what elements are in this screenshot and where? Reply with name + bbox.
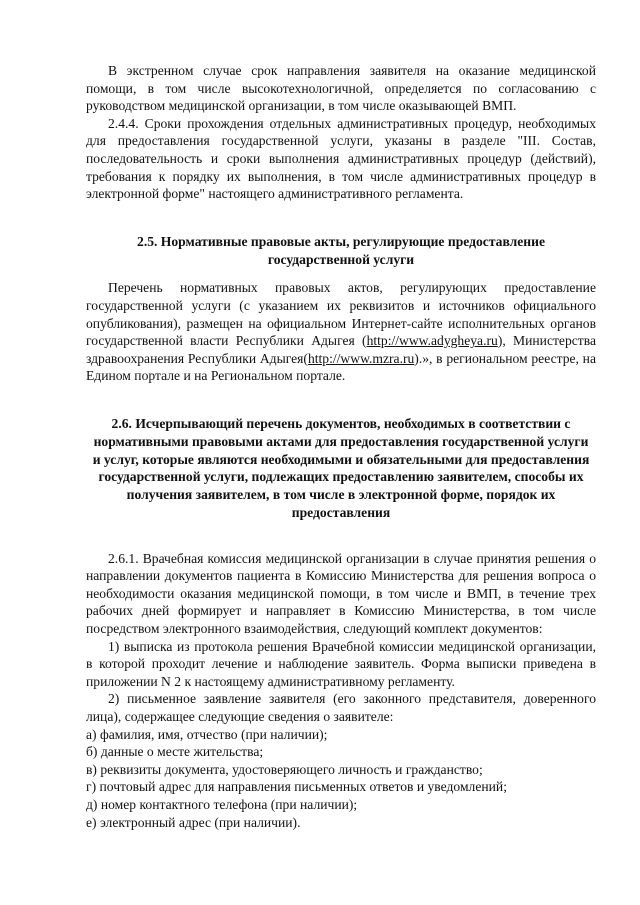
list-item-2: 2) письменное заявление заявителя (его законного представителя, доверенного лица), содержащее следующие сведения о заявителе: [86, 691, 596, 725]
section-heading-2-6: 2.6. Исчерпывающий перечень документов, необходимых в соответствии с нормативными правовыми актами для предоставления государственной услуги и услуг, которые являются необходимыми и обязательными для предоставления государственной услуги, подлежащих предоставлению заявителем, способы их получения заявителем, в том числе в электронной форме, порядок их предоставления [92, 415, 590, 520]
paragraph-2-5-part2: ), Министерства здравоохранения Республики Адыгея( [86, 333, 596, 366]
paragraph-2-5-part1: Перечень нормативных правовых актов, регулирующих предоставление государственной услуги (с указанием их реквизитов и источников официального опубликования), размещен на официальном Интернет-сайте исполнительных органов государственной власти Республики Адыгея ( [86, 280, 596, 349]
list-item-1: 1) выписка из протокола решения Врачебной комиссии медицинской организации, в которой проходит лечение и наблюдение заявитель. Форма выписки приведена в приложении N 2 к настоящему административному регламенту. [86, 638, 596, 689]
paragraph-2-5 [86, 279, 596, 385]
section-heading-2-5: 2.5. Нормативные правовые акты, регулирующие предоставление государственной услуги [137, 233, 545, 267]
list-subitem: в) реквизиты документа, удостоверяющего личность и гражданство; [86, 761, 483, 777]
applicant-details-list [86, 726, 596, 832]
list-subitem: а) фамилия, имя, отчество (при наличии); [86, 726, 328, 742]
link-mzra[interactable]: http://www.mzra.ru [307, 350, 415, 366]
paragraph-emergency-term: В экстренном случае срок направления заявителя на оказание медицинской помощи, в том числе высокотехнологичной, определяется по согласованию с руководством медицинской организации, в том числе оказывающей ВМП. [86, 63, 596, 114]
paragraph-2-4-4: 2.4.4. Сроки прохождения отдельных административных процедур, необходимых для предоставления государственной услуги, указаны в разделе "III. Состав, последовательность и сроки выполнения административных процедур (действий), требования к порядку их выполнения, в том числе административных процедур в электронной форме" настоящего административного регламента. [86, 115, 596, 202]
paragraph-2-5-part3: ).», в региональном реестре, на Едином портале и на Региональном портале. [86, 350, 596, 384]
link-adygheya[interactable]: http://www.adygheya.ru [366, 333, 498, 349]
list-subitem: д) номер контактного телефона (при наличии); [86, 797, 358, 812]
paragraph-2-6-1: 2.6.1. Врачебная комиссия медицинской организации в случае принятия решения о направлении документов пациента в Комиссию Министерства для решения вопроса о необходимости оказания медицинской помощи, в том числе и ВМП, в течение трех рабочих дней формирует и направляет в Комиссию Министерства, в том числе посредством электронного взаимодействия, следующий комплект документов: [86, 550, 596, 637]
list-subitem: б) данные о месте жительства; [86, 744, 264, 760]
list-subitem: г) почтовый адрес для направления письменных ответов и уведомлений; [86, 779, 507, 795]
list-subitem: е) электронный адрес (при наличии). [86, 814, 301, 830]
